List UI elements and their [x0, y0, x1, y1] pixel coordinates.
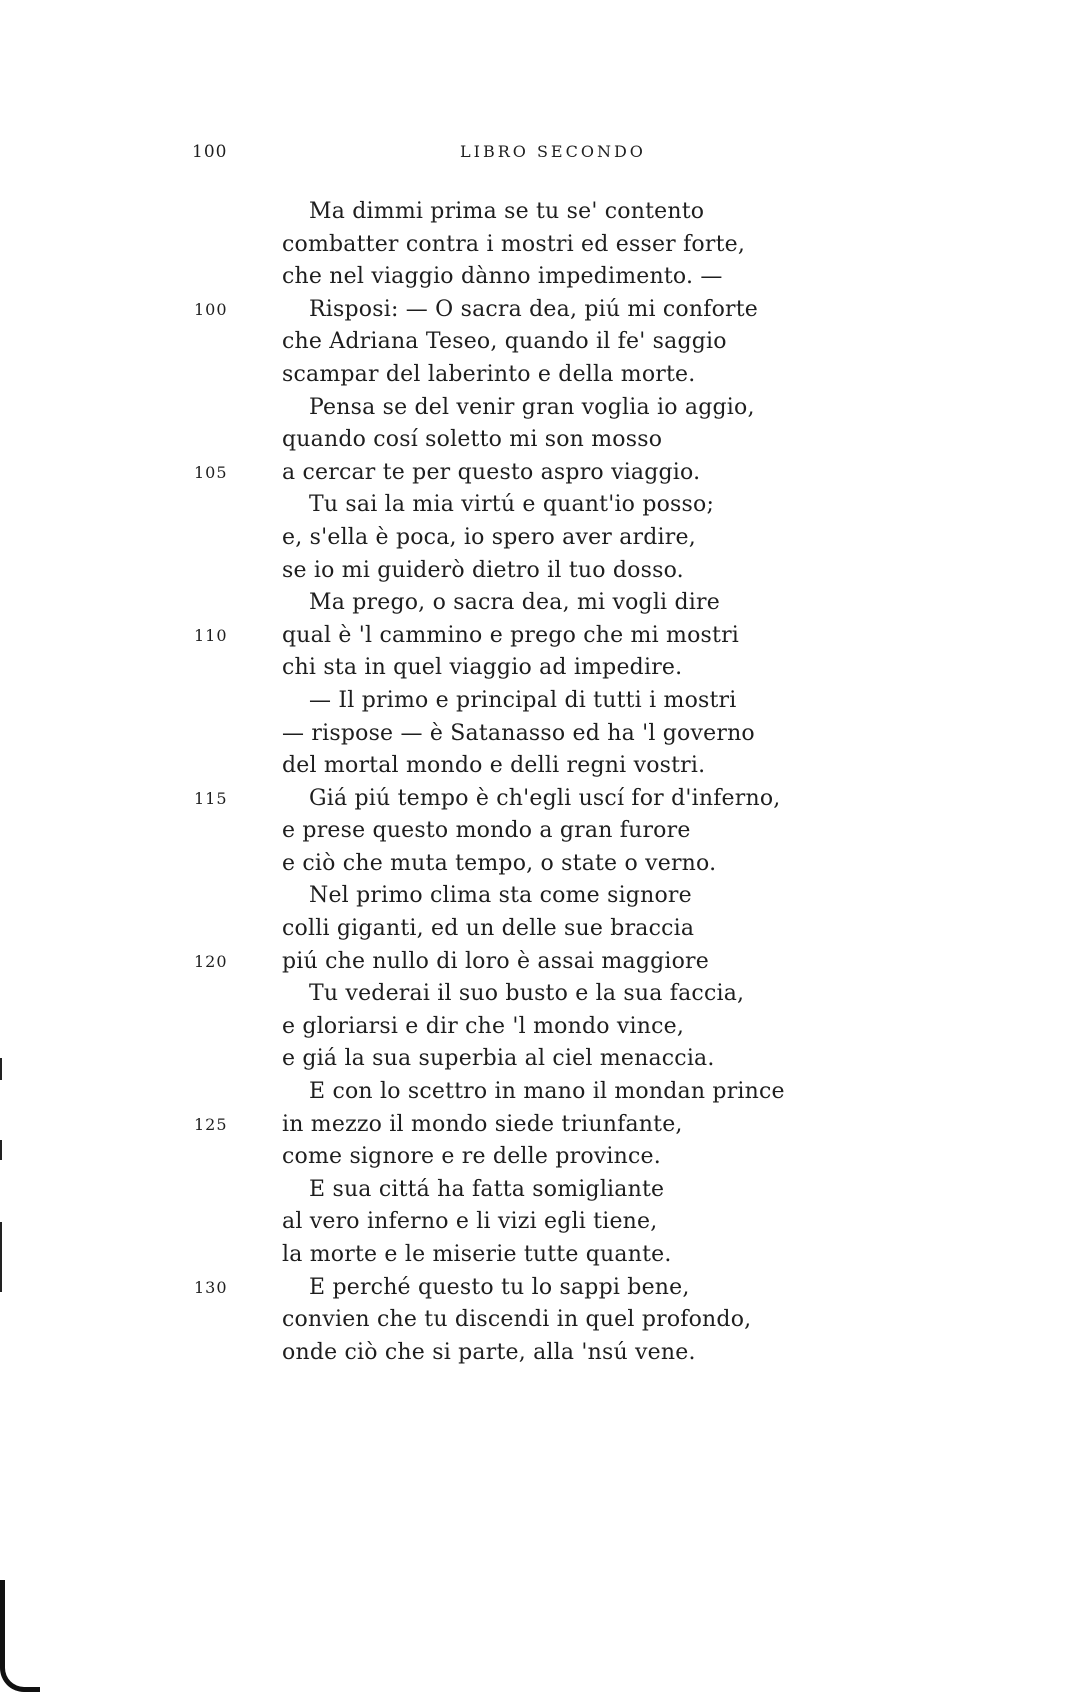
verse-text: e ciò che muta tempo, o state o verno.	[282, 850, 717, 876]
verse-text: Ma dimmi prima se tu se' contento	[309, 199, 705, 224]
verse-line	[0, 718, 1068, 751]
verse-text: a cercar te per questo aspro viaggio.	[282, 459, 701, 485]
verse-text: Risposi: — O sacra dea, piú mi conforte	[309, 296, 759, 322]
verse-line	[0, 261, 1068, 294]
scan-edge-mark	[0, 1222, 2, 1292]
verse-line	[0, 326, 1068, 359]
verse-text: Tu vederai il suo busto e la sua faccia,	[309, 981, 745, 1007]
verse-line	[0, 522, 1068, 555]
verse-text: — rispose — è Satanasso ed ha 'l governo	[282, 720, 755, 746]
verse-text: Tu sai la mia virtú e quant'io posso;	[309, 492, 715, 518]
verse-text: Ma prego, o sacra dea, mi vogli dire	[309, 590, 720, 616]
verse-line	[0, 489, 1068, 522]
verse-text: qual è 'l cammino e prego che mi mostri	[282, 622, 740, 648]
verse-text: al vero inferno e li vizi egli tiene,	[282, 1209, 658, 1235]
verse-line	[0, 913, 1068, 946]
verse-line	[0, 1304, 1068, 1337]
verse-text: e giá la sua superbia al ciel menaccia.	[282, 1046, 715, 1072]
verse-line	[0, 359, 1068, 392]
verse-line	[0, 1109, 1068, 1142]
line-number: 125	[194, 1114, 228, 1134]
verse-text: — Il primo e principal di tutti i mostri	[309, 687, 737, 713]
verse-line	[0, 880, 1068, 913]
line-number: 105	[194, 462, 228, 482]
verse-line	[0, 1011, 1068, 1044]
verse-line	[0, 392, 1068, 425]
verse-line	[0, 587, 1068, 620]
verse-line	[0, 1272, 1068, 1305]
verse-text: che nel viaggio dànno impedimento. —	[282, 264, 723, 290]
scan-edge-mark	[0, 1140, 2, 1160]
running-title: LIBRO SECONDO	[460, 142, 646, 161]
verse-text: combatter contra i mostri ed esser forte,	[282, 231, 746, 257]
verse-text: E perché questo tu lo sappi bene,	[309, 1274, 690, 1300]
verse-text: colli giganti, ed un delle sue braccia	[282, 916, 695, 942]
verse-line	[0, 1141, 1068, 1174]
verse-line	[0, 652, 1068, 685]
line-number: 115	[194, 788, 228, 808]
verse-text: se io mi guiderò dietro il tuo dosso.	[282, 557, 684, 583]
verse-text: in mezzo il mondo siede triunfante,	[282, 1111, 683, 1137]
verse-text: Pensa se del venir gran voglia io aggio,	[309, 394, 755, 420]
verse-text: e prese questo mondo a gran furore	[282, 818, 691, 844]
scan-corner-shadow	[0, 1580, 40, 1692]
verse-line	[0, 783, 1068, 816]
verse-line	[0, 848, 1068, 881]
verse-text: onde ciò che si parte, alla 'nsú vene.	[282, 1339, 696, 1365]
verse-line	[0, 1239, 1068, 1272]
verse-block	[0, 196, 1068, 1369]
verse-text: e, s'ella è poca, io spero aver ardire,	[282, 524, 696, 550]
verse-text: Nel primo clima sta come signore	[309, 883, 692, 909]
verse-text: quando cosí soletto mi son mosso	[282, 427, 663, 453]
line-number: 130	[194, 1277, 228, 1297]
verse-text: chi sta in quel viaggio ad impedire.	[282, 655, 683, 681]
verse-text: convien che tu discendi in quel profondo,	[282, 1307, 752, 1333]
verse-text: che Adriana Teseo, quando il fe' saggio	[282, 329, 727, 355]
verse-line	[0, 294, 1068, 327]
verse-text: E con lo scettro in mano il mondan prince	[309, 1079, 785, 1105]
line-number: 100	[194, 299, 228, 319]
verse-line	[0, 1076, 1068, 1109]
verse-line	[0, 457, 1068, 490]
verse-text: scampar del laberinto e della morte.	[282, 361, 696, 387]
verse-line	[0, 1174, 1068, 1207]
verse-line	[0, 750, 1068, 783]
verse-text: Giá piú tempo è ch'egli uscí for d'inferno,	[309, 785, 781, 811]
verse-text: come signore e re delle province.	[282, 1144, 661, 1170]
verse-text: la morte e le miserie tutte quante.	[282, 1242, 672, 1267]
verse-line	[0, 815, 1068, 848]
verse-line	[0, 685, 1068, 718]
verse-text: e gloriarsi e dir che 'l mondo vince,	[282, 1013, 685, 1039]
verse-line	[0, 978, 1068, 1011]
line-number: 120	[194, 951, 228, 971]
verse-line	[0, 620, 1068, 653]
verse-text: del mortal mondo e delli regni vostri.	[282, 753, 706, 779]
scan-edge-mark	[0, 1058, 2, 1080]
verse-line	[0, 196, 1068, 229]
verse-text: E sua cittá ha fatta somigliante	[309, 1176, 665, 1202]
page-number: 100	[192, 142, 228, 162]
verse-line	[0, 1337, 1068, 1370]
verse-line	[0, 229, 1068, 262]
verse-line	[0, 555, 1068, 588]
verse-line	[0, 1043, 1068, 1076]
verse-line	[0, 424, 1068, 457]
verse-line	[0, 946, 1068, 979]
verse-text: piú che nullo di loro è assai maggiore	[282, 948, 709, 974]
verse-line	[0, 1206, 1068, 1239]
line-number: 110	[194, 625, 228, 645]
